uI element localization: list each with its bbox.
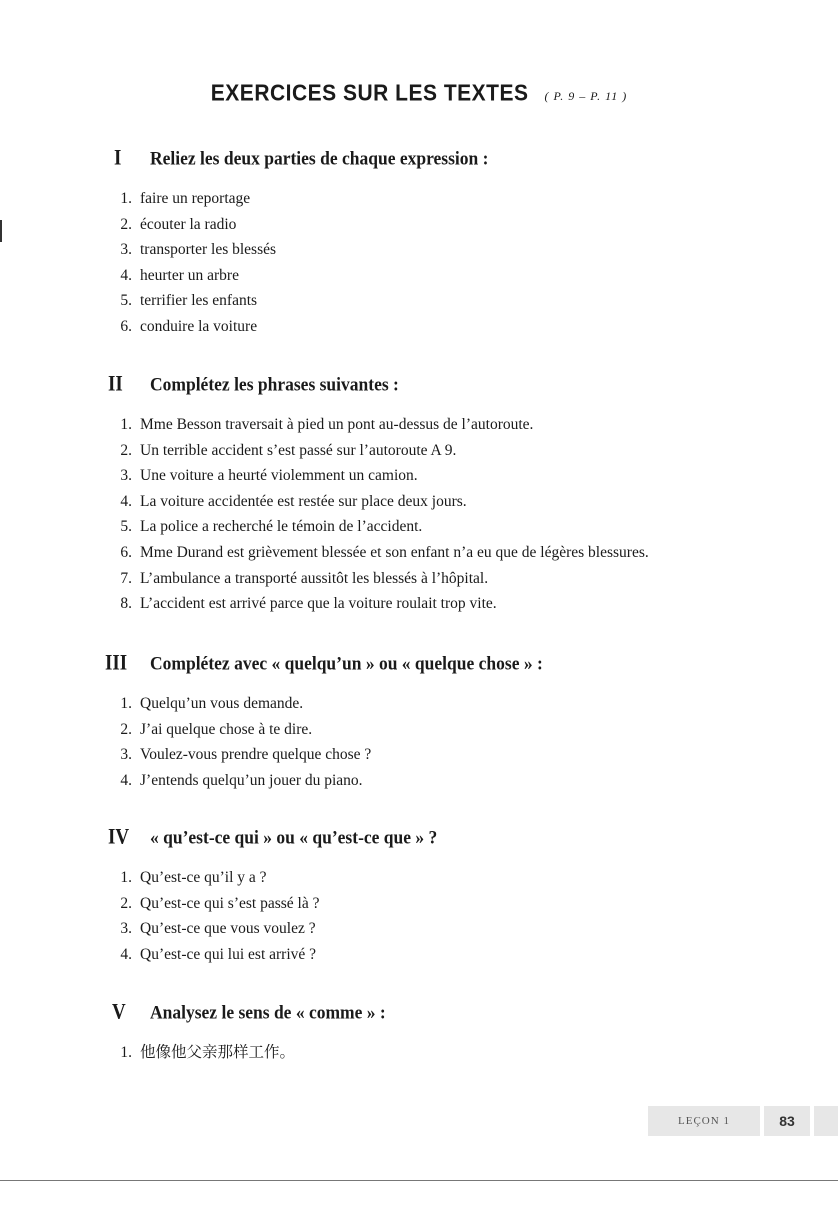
list-item (108, 438, 808, 464)
item-text: Mme Besson traversait à pied un pont au-dessus de l’autoroute. (140, 416, 534, 433)
section-number: I (114, 146, 122, 171)
item-text: Voulez-vous prendre quelque chose ? (140, 746, 372, 764)
section-title: Complétez les phrases suivantes : (150, 373, 399, 395)
item-text: L’ambulance a transporté aussitôt les blessés à l’hôpital. (140, 569, 489, 587)
item-number: 6. (120, 317, 132, 335)
page-bottom-rule (0, 1180, 838, 1181)
item-text: terrifier les enfants (140, 292, 258, 310)
section-heading (108, 1000, 808, 1028)
section-title: Complétez avec « quelqu’un » ou « quelque chose » : (150, 652, 543, 674)
section-number: V (112, 1000, 126, 1025)
page-number: 83 (764, 1106, 810, 1136)
item-number: 2. (120, 894, 132, 912)
item-number: 5. (120, 518, 132, 536)
exercise-list (108, 691, 808, 793)
list-item (108, 566, 808, 592)
item-number: 3. (120, 467, 132, 485)
item-number: 4. (120, 266, 132, 284)
list-item (108, 865, 808, 891)
item-number: 2. (120, 215, 132, 233)
list-item (108, 212, 808, 238)
list-item (108, 314, 808, 340)
page-header (0, 82, 838, 106)
section-title: Reliez les deux parties de chaque expression : (150, 147, 489, 169)
item-number: 5. (120, 292, 132, 310)
list-item (108, 186, 808, 212)
list-item (108, 1040, 808, 1066)
item-text: 他像他父亲那样工作。 (140, 1043, 296, 1061)
section-number: IV (108, 825, 130, 850)
item-number: 1. (120, 695, 132, 712)
list-item (108, 691, 808, 717)
list-item (108, 463, 808, 489)
list-item (108, 591, 808, 617)
item-text: Une voiture a heurté violemment un camion. (140, 467, 418, 485)
item-text: faire un reportage (140, 190, 251, 207)
item-text: Un terrible accident s’est passé sur l’autoroute A 9. (140, 441, 457, 459)
exercise-section-4 (108, 825, 808, 967)
section-heading (108, 825, 808, 853)
item-text: Quelqu’un vous demande. (140, 695, 304, 712)
exercise-list (108, 865, 808, 967)
item-number: 8. (120, 595, 132, 613)
exercise-section-3 (105, 651, 808, 793)
item-text: L’accident est arrivé parce que la voiture roulait trop vite. (140, 595, 497, 613)
item-text: La voiture accidentée est restée sur place deux jours. (140, 492, 467, 510)
scan-edge-mark (0, 220, 2, 242)
item-text: Qu’est-ce qui lui est arrivé ? (140, 945, 317, 963)
item-number: 2. (120, 441, 132, 459)
item-text: heurter un arbre (140, 266, 239, 284)
item-number: 3. (120, 746, 132, 764)
list-item (108, 768, 808, 794)
item-text: Qu’est-ce qu’il y a ? (140, 869, 267, 886)
item-number: 1. (120, 869, 132, 886)
footer-tab (814, 1106, 838, 1136)
item-number: 7. (120, 569, 132, 587)
item-number: 1. (120, 190, 132, 207)
section-heading (108, 146, 808, 174)
exercise-section-1 (108, 146, 808, 340)
section-title: Analysez le sens de « comme » : (150, 1001, 386, 1023)
exercise-list (108, 1040, 808, 1066)
item-text: écouter la radio (140, 215, 237, 233)
list-item (108, 288, 808, 314)
item-number: 4. (120, 771, 132, 789)
list-item (108, 412, 808, 438)
section-title: « qu’est-ce qui » ou « qu’est-ce que » ? (150, 826, 438, 848)
item-text: La police a recherché le témoin de l’accident. (140, 518, 423, 536)
item-text: Mme Durand est grièvement blessée et son enfant n’a eu que de légères blessures. (140, 543, 649, 561)
page-title: EXERCICES SUR LES TEXTES (210, 80, 529, 107)
exercise-section-5 (108, 1000, 808, 1066)
exercise-list (108, 186, 808, 340)
list-item (108, 489, 808, 515)
section-heading (105, 651, 808, 679)
item-number: 4. (120, 945, 132, 963)
item-text: conduire la voiture (140, 317, 258, 335)
list-item (108, 514, 808, 540)
item-text: transporter les blessés (140, 241, 277, 259)
list-item (108, 540, 808, 566)
item-number: 1. (120, 416, 132, 433)
section-heading (108, 372, 808, 400)
item-number: 3. (120, 241, 132, 259)
list-item (108, 916, 808, 942)
list-item (108, 263, 808, 289)
item-text: Qu’est-ce qui s’est passé là ? (140, 894, 320, 912)
item-text: J’entends quelqu’un jouer du piano. (140, 771, 363, 789)
list-item (108, 717, 808, 743)
item-number: 3. (120, 920, 132, 938)
item-number: 2. (120, 720, 132, 738)
page-reference: ( P. 9 – P. 11 ) (544, 89, 628, 103)
item-text: J’ai quelque chose à te dire. (140, 720, 313, 738)
lesson-label: LEÇON 1 (648, 1106, 760, 1136)
item-number: 1. (120, 1044, 132, 1061)
list-item (108, 942, 808, 968)
exercise-section-2 (108, 372, 808, 617)
list-item (108, 237, 808, 263)
exercise-list (108, 412, 808, 617)
section-number: II (108, 372, 123, 397)
list-item (108, 891, 808, 917)
section-number: III (105, 651, 128, 676)
item-number: 4. (120, 492, 132, 510)
list-item (108, 742, 808, 768)
item-text: Qu’est-ce que vous voulez ? (140, 920, 316, 938)
item-number: 6. (120, 543, 132, 561)
